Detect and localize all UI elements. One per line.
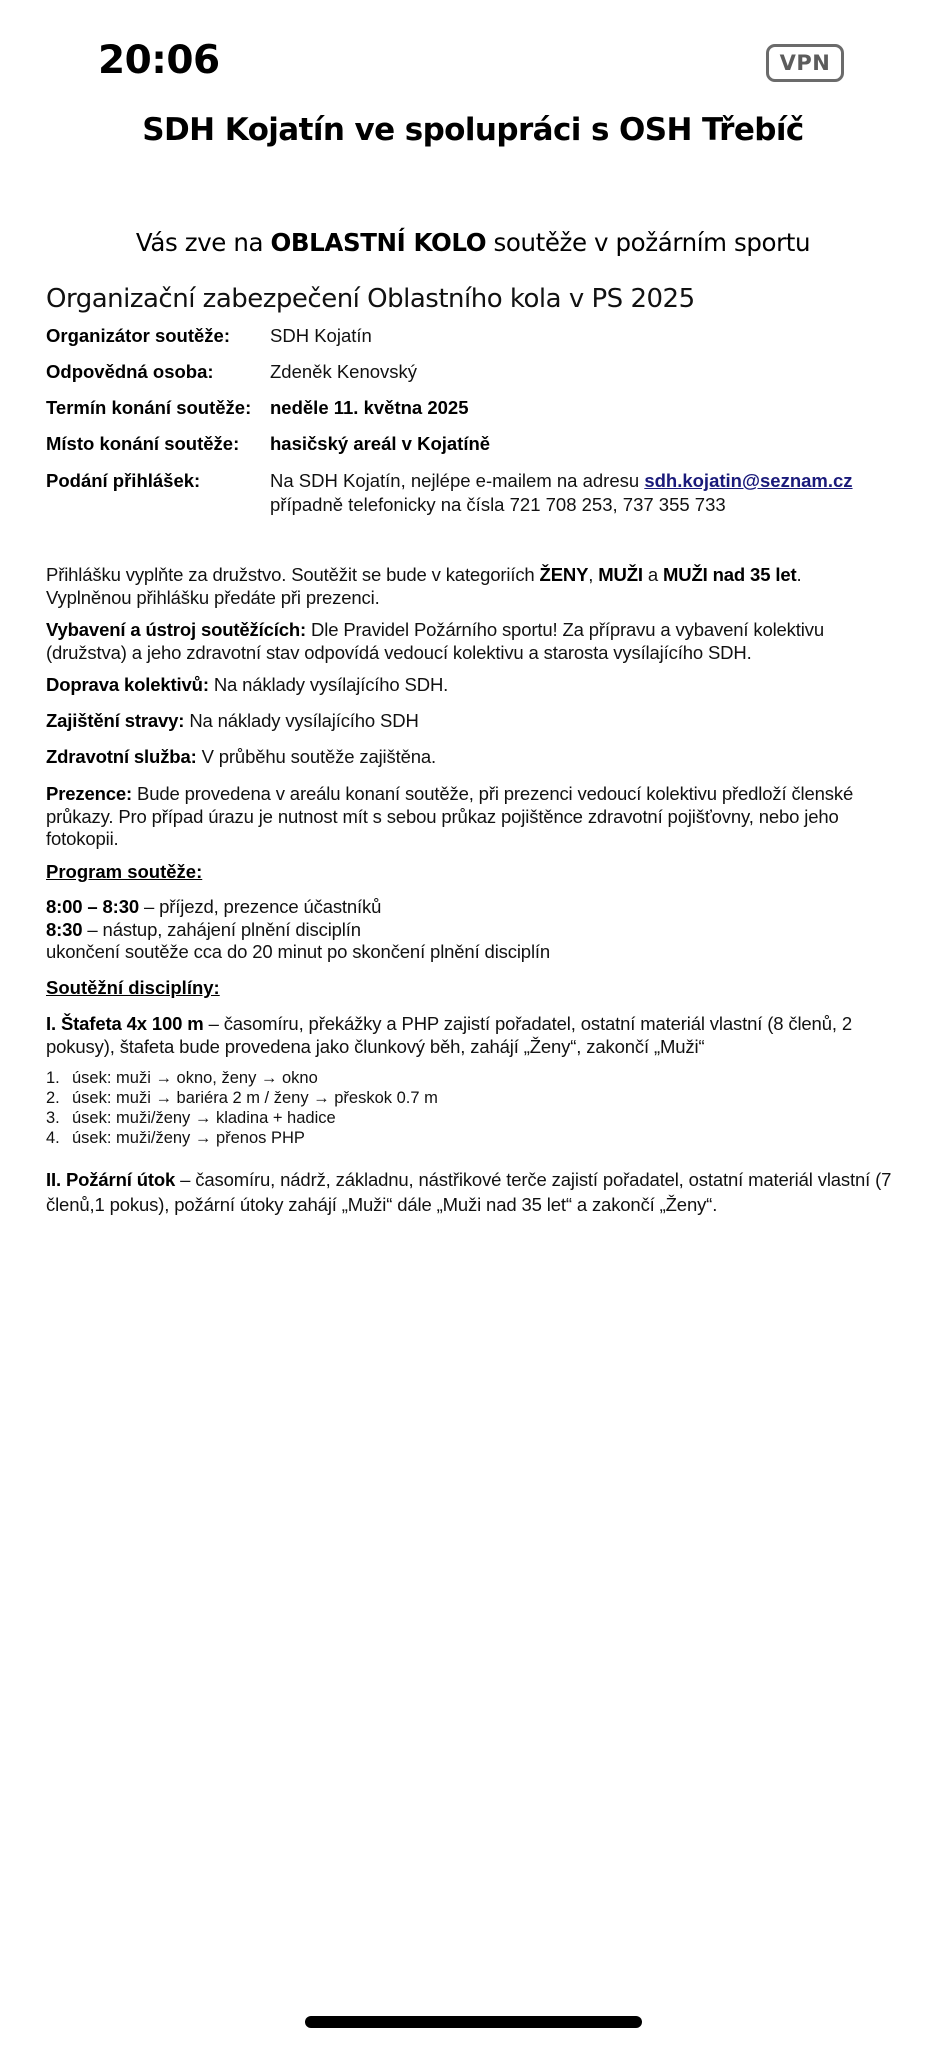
list-number: 3.: [46, 1109, 60, 1127]
category-men-35: MUŽI nad 35 let: [663, 564, 797, 585]
info-label: Odpovědná osoba:: [46, 361, 214, 382]
info-value: neděle 11. května 2025: [270, 397, 469, 418]
list-text: úsek: muži → okno, ženy → okno: [72, 1069, 318, 1087]
program-item: [46, 919, 906, 942]
program-text: – příjezd, prezence účastníků: [138, 896, 382, 917]
list-item: [46, 1128, 438, 1148]
document-title: SDH Kojatín ve spolupráci s OSH Třebíč: [142, 112, 804, 148]
info-label: Termín konání soutěže:: [46, 397, 252, 418]
separator: ,: [588, 564, 599, 585]
invite-prefix: Vás zve na: [135, 228, 271, 257]
presence-text: Bude provedena v areálu konaní soutěže, při prezenci vedoucí kolektivu předloží členské průkazy. Pro případ úrazu je nutnost mít s sebou průkaz pojištěnce zdravotní pojišťovny, nebo jeho fotokopii.: [46, 783, 854, 849]
category-women: ŽENY: [539, 564, 589, 585]
equipment-label: Vybavení a ústroj soutěžících:: [46, 619, 307, 640]
registration-text: Přihlášku vyplňte za družstvo. Soutěžit se bude v kategoriích: [46, 564, 540, 585]
vpn-badge: VPN: [766, 44, 844, 82]
attack-label: II. Požární útok: [46, 1169, 176, 1190]
program-time: 8:00 – 8:30: [46, 896, 139, 917]
presence-label: Prezence:: [46, 783, 133, 804]
info-value: Zdeněk Kenovský: [270, 361, 418, 382]
relay-sections-list: [46, 1068, 438, 1148]
presence-paragraph: [46, 783, 906, 851]
transport-label: Doprava kolektivů:: [46, 674, 209, 695]
info-value: [270, 469, 853, 517]
program-item: [46, 941, 906, 964]
registration-paragraph: [46, 564, 906, 609]
transport-paragraph: [46, 674, 906, 697]
info-label: Podání přihlášek:: [46, 470, 201, 491]
list-text: úsek: muži → bariéra 2 m / ženy → přeskok 0.7 m: [72, 1089, 438, 1107]
info-value: hasičský areál v Kojatíně: [270, 433, 491, 454]
email-link[interactable]: sdh.kojatin@seznam.cz: [644, 470, 853, 491]
invite-highlight: OBLASTNÍ KOLO: [270, 228, 487, 257]
organization-title: Organizační zabezpečení Oblastního kola v PS 2025: [46, 284, 695, 314]
medical-paragraph: [46, 746, 906, 769]
list-item: [46, 1108, 438, 1128]
disciplines-heading: Soutěžní disciplíny:: [46, 977, 220, 998]
list-number: 2.: [46, 1089, 60, 1107]
program-text: ukončení soutěže cca do 20 minut po skončení plnění disciplín: [46, 941, 551, 962]
relay-label: I. Štafeta 4x 100 m: [46, 1013, 204, 1034]
invite-suffix: soutěže v požárním sportu: [486, 228, 811, 257]
program-text: – nástup, zahájení plnění disciplín: [82, 918, 361, 940]
registration-line2: Vyplněnou přihlášku předáte při prezenci.: [46, 586, 380, 608]
food-label: Zajištění stravy:: [46, 710, 185, 731]
list-item: [46, 1068, 438, 1088]
applications-phone: případně telefonicky na čísla 721 708 253, 737 355 733: [270, 494, 726, 515]
food-paragraph: [46, 710, 906, 733]
medical-label: Zdravotní služba:: [46, 746, 197, 767]
info-value: SDH Kojatín: [270, 325, 372, 346]
attack-paragraph: [46, 1167, 906, 1217]
invite-line: [0, 228, 946, 257]
list-item: [46, 1088, 438, 1108]
category-men: MUŽI: [598, 564, 643, 585]
relay-paragraph: [46, 1013, 906, 1058]
info-label: Místo konání soutěže:: [46, 433, 240, 454]
medical-text: V průběhu soutěže zajištěna.: [196, 746, 437, 767]
info-label: Organizátor soutěže:: [46, 325, 230, 346]
registration-end: .: [796, 564, 802, 585]
separator: a: [642, 564, 664, 585]
food-text: Na náklady vysílajícího SDH: [184, 710, 419, 731]
transport-text: Na náklady vysílajícího SDH.: [208, 674, 449, 695]
attack-text: – časomíru, nádrž, základnu, nástřikové terče zajistí pořadatel, ostatní materiál vlastní (7 členů,1 pokus), požární útoky zahájí „Muži“ dále „Muži nad 35 let“ a zakončí „Ženy“.: [46, 1169, 892, 1215]
program-list: [46, 896, 906, 964]
equipment-paragraph: [46, 619, 906, 664]
applications-text: Na SDH Kojatín, nejlépe e-mailem na adresu: [270, 470, 645, 491]
equipment-text: Dle Pravidel Požárního sportu! Za přípravu a vybavení kolektivu (družstva) a jeho zdravotní stav odpovídá vedoucí kolektivu a starosta vysílajícího SDH.: [46, 619, 824, 663]
program-heading: Program soutěže:: [46, 861, 203, 882]
program-item: [46, 896, 906, 919]
program-time: 8:30: [46, 918, 83, 940]
list-text: úsek: muži/ženy → kladina + hadice: [72, 1109, 336, 1127]
list-number: 1.: [46, 1069, 60, 1087]
list-text: úsek: muži/ženy → přenos PHP: [72, 1129, 305, 1147]
home-indicator[interactable]: [305, 2016, 642, 2028]
relay-text: – časomíru, překážky a PHP zajistí pořadatel, ostatní materiál vlastní (8 členů, 2 pokusy), štafeta bude provedena jako člunkový běh, zahájí „Ženy“, zakončí „Muži“: [46, 1013, 852, 1057]
list-number: 4.: [46, 1129, 60, 1147]
status-time: 20:06: [98, 38, 220, 83]
